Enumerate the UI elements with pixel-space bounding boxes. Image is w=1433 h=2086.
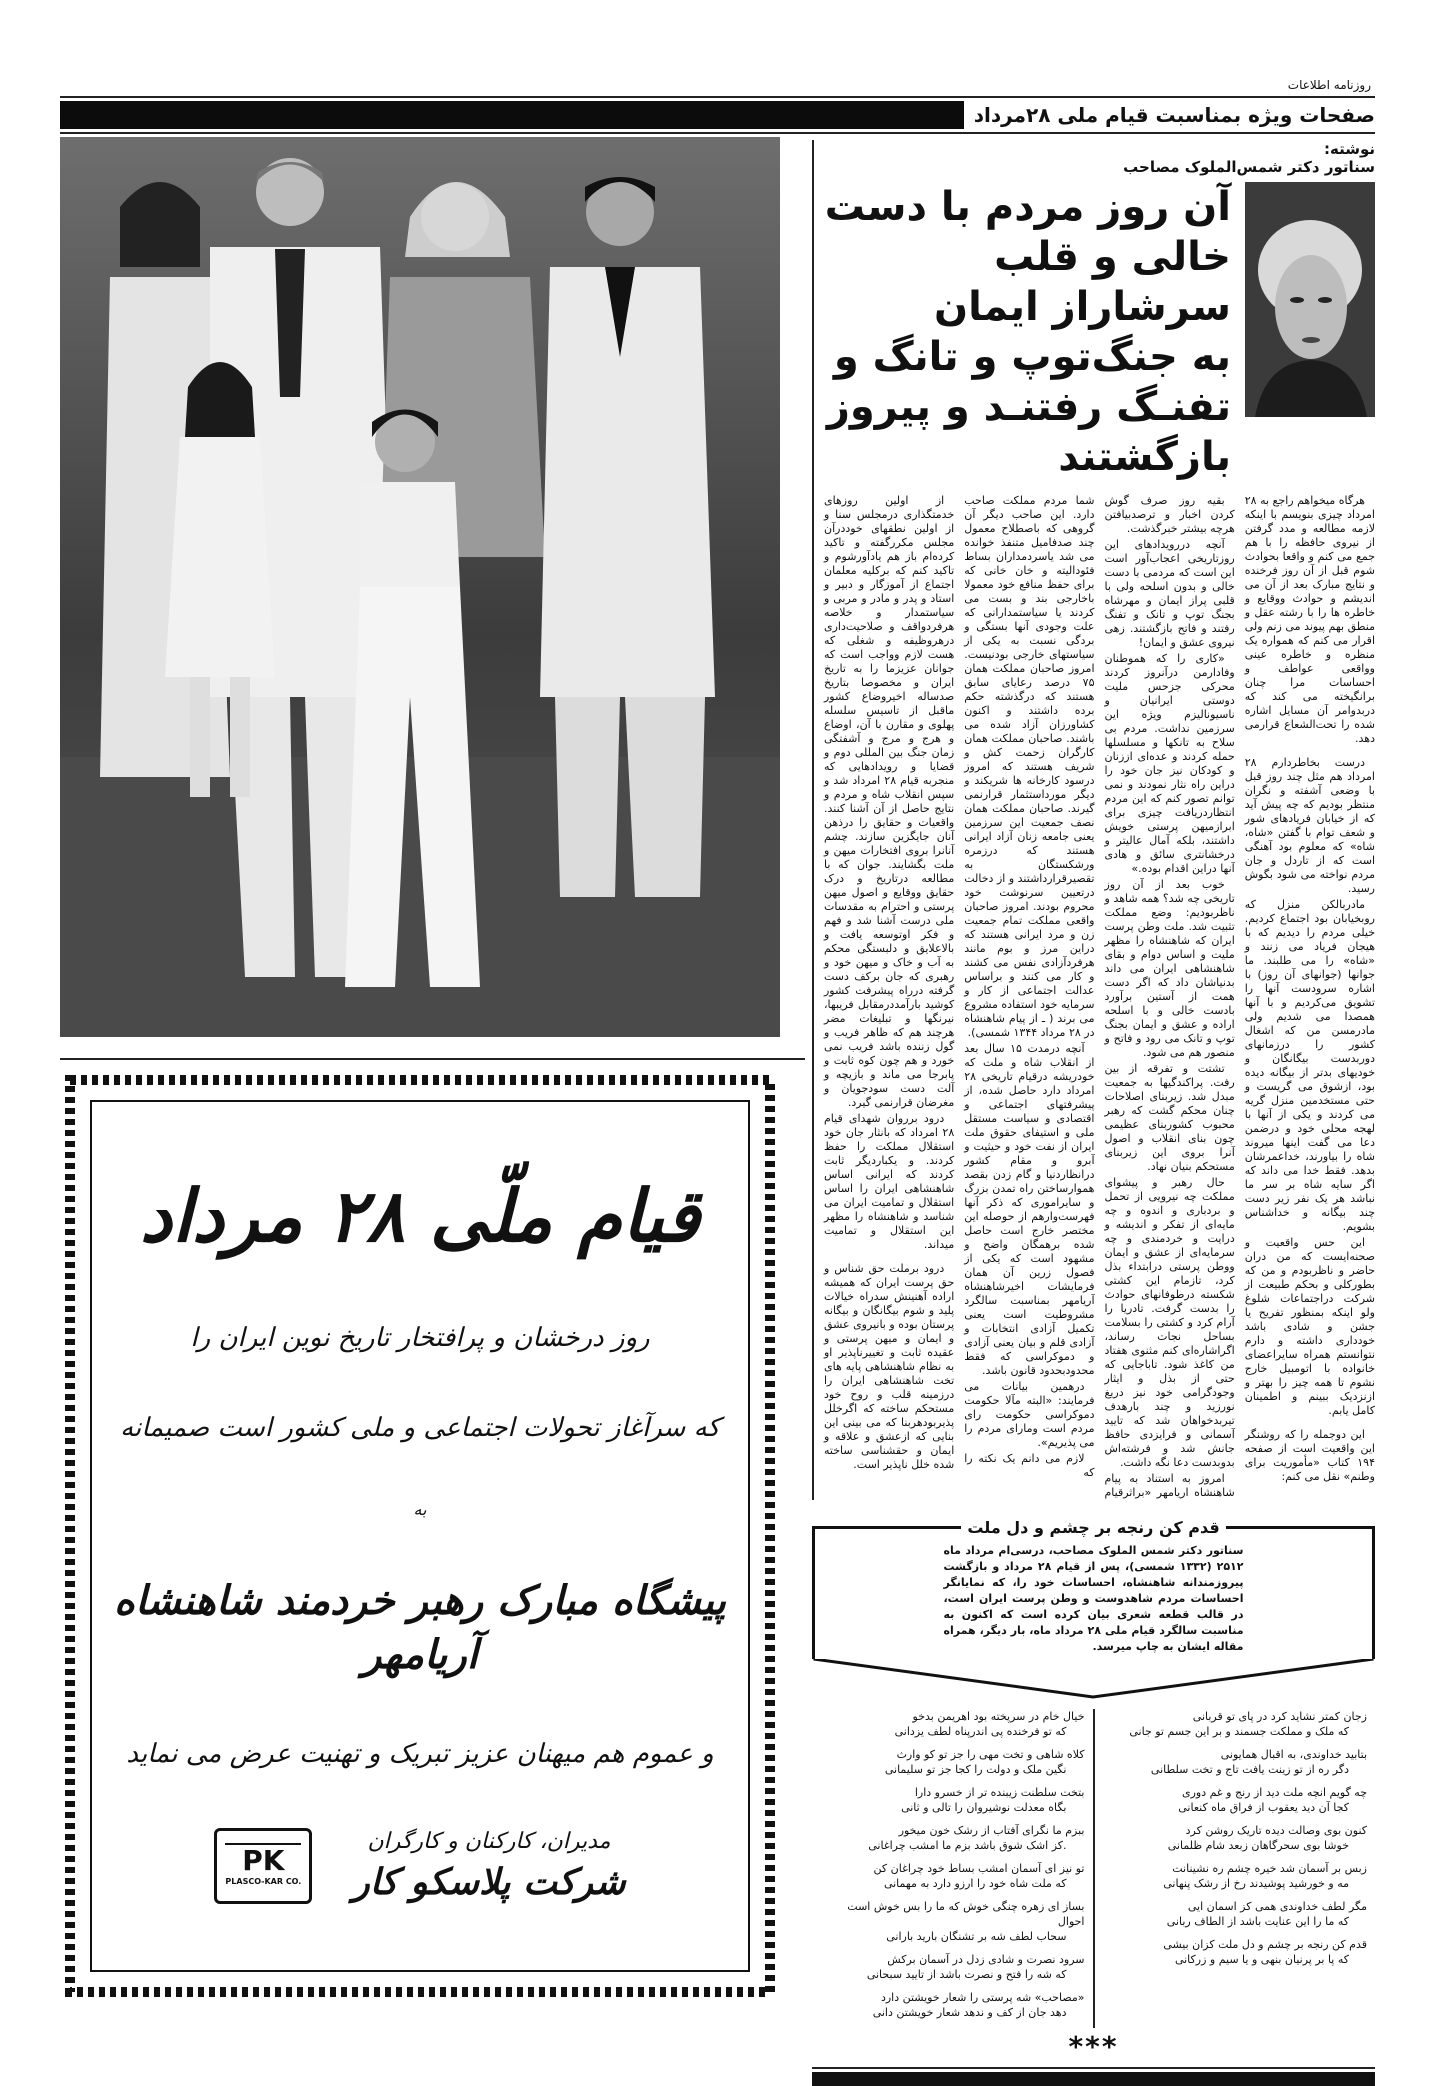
ad-connector: به <box>413 1500 427 1519</box>
plasco-kar-logo <box>214 1828 312 1904</box>
author-portrait <box>1245 182 1375 417</box>
article-head <box>824 182 1375 482</box>
ad-company-name: شرکت پلاسکو کار <box>352 1861 626 1903</box>
byline <box>824 140 1375 176</box>
footer-black-bar <box>812 2072 1375 2086</box>
poem-couplet <box>820 1747 1085 1777</box>
verse-line: که شه را فتح و نصرت باشد از تایید سبحانی <box>866 1968 1067 1981</box>
verse-line: کجا آن دید یعقوب از فراق ماه کنعانی <box>1178 1801 1349 1814</box>
byline-author: سناتور دکتر شمس‌الملوک مصاحب <box>1123 158 1375 176</box>
ad-signature-block <box>352 1826 625 1906</box>
poem-couplet <box>820 1952 1085 1982</box>
poem-couplet <box>820 1709 1085 1739</box>
verse-line: نگین ملک و دولت را کجا جز تو سلیمانی <box>884 1763 1067 1776</box>
verse-line: سحاب لطف شه بر تشنگان بارید بارانی <box>886 1930 1067 1943</box>
ad-line: و عموم هم میهنان عزیز تبریک و تهنیت عرض می نماید <box>126 1739 714 1769</box>
paragraph: درهمین بیانات می فرمایند: «البته مآلا حکومت دموکراسی حکومت رای مردم است ومارای مردم را می پذیریم». <box>964 1380 1095 1449</box>
verse-line: تو نیز ای آسمان امشب بساط خود چراغان کن <box>873 1862 1085 1875</box>
right-section <box>812 140 1375 2086</box>
verse-line: بگاه معدلت نوشیروان را تالی و ثانی <box>901 1801 1067 1814</box>
article-column-1 <box>1245 494 1375 1484</box>
poem-couplet <box>1103 1747 1368 1777</box>
ad-line: روز درخشان و پرافتخار تاریخ نوین ایران را <box>190 1323 650 1353</box>
verse-line: خیال خام در سرپخته بود اهریمن بدخو <box>912 1710 1085 1723</box>
newspaper-name: روزنامه اطلاعات <box>1287 78 1371 92</box>
paragraph: درود برروان شهدای قیام ۲۸ امرداد که بانثار جان خود استقلال مملکت را حفظ کردند. و یکباردیگر ثابت کردند که ایرانی اساس شاهنشاهی ایران را اساس استقلال و تمامیت ایران می شناسد و شاهنشاه را مظهر این استقلال و تمامیت میداند. <box>824 1112 955 1251</box>
section-title: صفحات ویژه بمناسبت قیام ملی ۲۸مرداد <box>973 103 1375 127</box>
paragraph: آنچه دررویدادهای این روزتاریخی اعجاب‌آور است این است که مردمی با دست خالی و بدون اسلحه ولی با قلبی پراز ایمان و مهرشاه بجنگ توپ و تانک و تفنگ رفتند و فاتح بازگشتند. زهی نیروی عشق و ایمان! <box>1104 538 1235 649</box>
verse-line: ببزم ما نگرای آفتاب از رشک خون میخور <box>898 1824 1085 1837</box>
logo-caption: PLASCO-KAR CO. <box>225 1877 302 1886</box>
verse-line: زجان کمتر نشاید کرد در پای تو قربانی <box>1192 1710 1367 1723</box>
verse-line: که ملک و مملکت جسمند و بر این جسم تو جانی <box>1129 1725 1349 1738</box>
headline <box>824 182 1231 482</box>
poem-couplet <box>1103 1937 1368 1967</box>
verse-line: مه و خورشید پوشیدند رخ از رشک پنهانی <box>1163 1877 1349 1890</box>
poem-couplet <box>820 1823 1085 1853</box>
verse-line: سرود نصرت و شادی زدل در آسمان برکش <box>887 1953 1085 1966</box>
verse-line: چه گویم انچه ملت دید از رنج و غم دوری <box>1181 1786 1367 1799</box>
ad-line-emphasis: پیشگاه مبارک رهبر خردمند شاهنشاه آریامهر <box>114 1577 726 1678</box>
poem-right-column <box>1093 1709 1376 2028</box>
paragraph: این حس واقعیت و صحنه‌ایست که من دران حاضر و ناظربودم و من که بطورکلی و بحکم طبیعت از شرکت دراجتماعات شلوغ ولو اینکه بمنظور تفریح یا جشن و شادی باشد خودداری داشته و دارم نتوانستم همراه سایراعضای خانواده با اتومبیل خارج نشوم تا همه چیز را بهتر و ازنزدیک ببینم و اطمینان کامل یابم. <box>1244 1236 1375 1417</box>
headline-line: تفنـگ رفتنـد و پیروز <box>826 384 1231 430</box>
poem-couplet <box>1103 1709 1368 1739</box>
box-chevron <box>812 1659 1375 1699</box>
poem-couplet <box>820 1861 1085 1891</box>
verse-line: که تو فرخنده پی اندرپناه لطف یزدانی <box>894 1725 1067 1738</box>
poem <box>812 1709 1375 2028</box>
verse-line: خوشا بوی سحرگاهان زبعد شام ظلمانی <box>1167 1839 1349 1852</box>
poem-left-column <box>812 1709 1093 2028</box>
paragraph: درست بخاطردارم ۲۸ امرداد هم مثل چند روز قبل با وضعی آشفته و نگران منتظر بودیم که چه پیش آید که از خیابان فریادهای شور و شعف توام با گفتن «شاه، شاه» که معلوم بود آهنگی است که از تاردل و جان مردم نواخته می شود بگوش رسید. <box>1244 756 1375 895</box>
ad-signature-row <box>214 1826 625 1906</box>
verse-line: بتابید خداوندی، به اقبال همایونی <box>1220 1748 1367 1761</box>
paragraph: از اولین روزهای خدمتگذاری درمجلس سنا و از اولین نطقهای خوددرآن مجلس مکررگفته و تاکید کرده‌ام باز هم یادآورشوم و تاکید کنم که برکلیه معلمان اجتماع از آموزگار و دبیر و استاد و پدر و مادر و مربی و سیاستمدار و خلاصه هرفردواقف و صلاحیت‌داری درهروظیفه و شغلی که هست لازم وواجب است که جوانان عزیزما را به تاریخ ایران و مخصوصا بتاریخ صدساله اخیروضاع کشور ماقبل از تاسیس سلسله پهلوی و مقارن با آن، اوضاع و هرج و مرج و آشفتگی زمان جنگ بین المللی دوم و قضایا و رویدادهایی که منجربه قیام ۲۸ امرداد شد و سپس انقلاب شاه و مردم و نتایج حاصل از آن آشنا کنند. واقعیات و حقایق را درذهن آنان جایگزین سازند. چشم آنانرا بروی افتخارات میهن و ملت بگشایند. جوان که با مطالعه درتاریخ و درک حقایق ووقایع و اصول میهن پرستی و احترام به مقدسات ملی درست آشنا شد و فهم و فکر اوتوسعه یافت و بالاعلایق و دلبستگی محکم به آب و خاک و میهن خود و رهبری که جان برکف دست گرفته درراه پیشرفت کشور کوشید بارآمددرمقابل فریبها، نیرنگها و تبلیغات مضر هرچند هم که ظاهر فریب و گول زننده باشد فریب نمی خورد و هم چون کوه ثابت و پابرجا می ماند و بازیچه و آلت دست سودجویان و مغرضان قرارنمی گیرد. <box>824 494 955 1109</box>
article <box>812 140 1375 1500</box>
verse-line: بساز ای زهره چنگی خوش که ما را بس خوش است احوال <box>847 1900 1085 1928</box>
verse-line: کنون بوی وصالت دیده تاریک روشن کرد <box>1185 1824 1367 1837</box>
article-body <box>824 494 1375 1500</box>
poem-couplet <box>1103 1899 1368 1929</box>
paragraph: آنچه درمدت ۱۵ سال بعد از انقلاب شاه و ملت که خودریشه درقیام تاریخی ۲۸ امرداد دارد حاصل شده، از پیشرفتهای اجتماعی و اقتصادی و سیاست مستقل ملی و استیفای حقوق ملت ایران از نفت خود و حیثیت و آبرو و مقام کشور درانظاردنیا و گام زدن بقصد هموارساختن راه تمدن بزرگ و سایراموری که ذکر آنها فهرست‌وارهم از حوصله این مختصر خارج است حاصل شده برهمگان واضح و مشهود است که یکی از فصول زرین آن همان فرمایشات اخیرشاهنشاه آریامهر بمناسبت سالگرد مشروطیت است یعنی تکمیل آزادی انتخابات و آزادی قلم و بیان یعنی آزادی و دموکراسی که فقط محدودبحدود قانون باشد. <box>964 1042 1095 1377</box>
family-photograph <box>60 137 780 1037</box>
congratulatory-advertisement <box>62 1072 778 2000</box>
poem-intro-text: سناتور دکتر شمس الملوک مصاحب، درسی‌ام مرداد ماه ۲۵۱۲ (۱۳۳۲ شمسی)، پس از قیام ۲۸ مرداد و بازگشت پیروزمندانه شاهنشاه، احساسات خود را، که نمایانگر احساسات مردم شاهدوست و وطن پرست ایران است، در قالب قطعه شعری بیان کرده است که اکنون به مناسبت سالگرد قیام ملی ۲۸ مرداد ماه، بار دیگر، همراه مقاله ایشان به چاپ میرسد. <box>943 1544 1244 1653</box>
paragraph: این دوجمله را که روشنگر این واقعیت است از صفحه ۱۹۴ کتاب «مأموریت برای وطنم» نقل می کنم: <box>1244 1428 1375 1483</box>
paragraph: تشتت و تفرقه از بین رفت. پراکندگیها به جمعیت مبدل شد. زیربنای اصلاحات چنان محکم گشت که رهبر محبوب کشوربنای عظیمی چون بنای انقلاب و اصول آنرا بروی این زیربنای مستحکم بنیان نهاد. <box>1104 1062 1235 1173</box>
poem-box-title: قدم کن رنجه بر چشم و دل ملت <box>967 1518 1220 1537</box>
article-column-2 <box>1105 494 1235 1470</box>
verse-line: قدم کن رنجه بر چشم و دل ملت کزان بیشی <box>1163 1938 1367 1951</box>
verse-line: که پا بر پرنیان بنهی و یا سیم و زرکانی <box>1174 1953 1349 1966</box>
verse-line: مگر لطف خداوندی همی کز اسمان ایی <box>1187 1900 1367 1913</box>
verse-line: زبس بر آسمان شد خیره چشم ره نشینانت <box>1172 1862 1367 1875</box>
poem-couplet <box>820 1990 1085 2020</box>
verse-line: دهد جان از کف و ندهد شعار خویشتن دانی <box>872 2006 1067 2019</box>
section-rule <box>60 1058 805 1060</box>
ad-title: قیام ملّی ۲۸ مرداد <box>139 1173 701 1258</box>
paragraph: خوب بعد از آن روز تاریخی چه شد؟ همه شاهد و ناظربودیم: وضع مملکت تثبیت شد. ملت وطن پرست ایران که شاهنشاه را مظهر ملیت و اساس دوام و بقای شاهنشاهی ایران می داند بدنیاشان داد که اگر دست همت از آستین برآورد بادست خالی و با اسلحه اراده و عشق و ایمان بجنگ توپ و تانک می رود و فاتح و منصور هم می شود. <box>1104 878 1235 1059</box>
verse-line: .کز اشک شوق باشد بزم ما امشب چراغانی <box>868 1839 1067 1852</box>
poem-couplet <box>1103 1861 1368 1891</box>
poem-couplet <box>820 1785 1085 1815</box>
section-header <box>60 96 1375 134</box>
headline-line: به جنگ‌توپ و تانگ و <box>833 334 1231 380</box>
poem-intro-box <box>812 1518 1375 1699</box>
ad-signature: مدیران، کارکنان و کارگران <box>367 1829 611 1854</box>
poem-couplet <box>1103 1823 1368 1853</box>
poem-couplet <box>1103 1785 1368 1815</box>
headline-line: بازگشتند <box>1058 434 1231 480</box>
paragraph: امروز به استناد به پیام شاهنشاه اریامهر «براثرقیام شما مردم مملکت صاحب دارد. این صاحب دیگر آن گروهی که باصطلاح معمول چند صدفامیل متنفذ خوانده می شد یاسردمداران بساط فئودالیته و خان خانی که برای حفظ منافع خود معمولا باخارجی بند و بست می کردند یا سیاستمدارانی که علت وجودی آنها بستگی و بردگی نسبت به یکی از سیاستهای خارجی بودنیست. امروز صاحبان مملکت همان ۷۵ درصد رعایای سابق هستند که درگذشته حکم برده داشتند و اکنون کشاورزان آزاد شده می باشند. صاحبان مملکت همان کارگران زحمت کش و شریف هستند که امروز درسود کارخانه ها شریکند و دیگر مورداستثمار قرارنمی گیرند. صاحبان مملکت همان نصف جمعیت این سرزمین یعنی جامعه زنان آزاد ایرانی هستند که درزمره ورشکستگان به تقصیرقرارداشتند و از دخالت درتعیین سرنوشت خود محروم بودند. امروز صاحبان واقعی مملکت تمام جمعیت زن و مرد ایرانی هستند که دراین مرز و بوم مانند هرفردآزادی نفس می کشند و کار می کنند و براساس عدالت اجتماعی از کار و سرمایه خود استفاده مشروع می برند ( ـ از پیام شاهنشاه در ۲۸ مرداد ۱۳۴۴ شمسی). <box>964 494 1235 1499</box>
byline-label: نوشته: <box>1323 140 1375 158</box>
verse-line: دگر ره از تو زینت یافت تاج و تخت سلطانی <box>1150 1763 1349 1776</box>
verse-line: که ملت شاه خود را ارزو دارد به مهمانی <box>883 1877 1067 1890</box>
ad-frame <box>90 1100 750 1972</box>
verse-line: بتخت سلطنت زیبنده تر از خسرو دارا <box>914 1786 1085 1799</box>
header-black-bar <box>60 101 964 129</box>
ad-line: که سرآغاز تحولات اجتماعی و ملی کشور است صمیمانه <box>120 1413 720 1443</box>
paragraph: بقیه روز صرف گوش کردن اخبار و ترصدبیافتن هرچه بیشتر خبرگذشت. <box>1104 494 1235 535</box>
paragraph: لازم می دانم یک نکته را که <box>964 1452 1095 1479</box>
verse-line: «مصاحب» شه پرستی را شعار خویشتن دارد <box>880 1991 1085 2004</box>
paragraph: درود برملت حق شناس و حق پرست ایران که همیشه اراده آهنینش سدراه خیالات پلید و شوم بیگانگان و بیگانه پرستان بوده و بانیروی عشق و ایمان و میهن پرستی و عقیده ثابت و تغییرناپذیر او به نظام شاهنشاهی پایه های تخت شاهنشاهی ایران را درزمینه قلب و روح خود مستحکم ساخته که اگرخلل پذیربودهربنا که می بینی این بنایی که ازعشق و علاقه و ایمان و حقشناسی ساخته شده خلل ناپذیر است. <box>824 1262 955 1471</box>
headline-line: خالی و قلب سرشاراز ایمان <box>934 234 1231 330</box>
section-rule <box>812 2067 1375 2069</box>
logo-letters: PK <box>242 1844 285 1877</box>
headline-line: آن روز مردم با دست <box>824 184 1231 230</box>
paragraph: هرگاه میخواهم راجع به ۲۸ امرداد چیزی بنویسم با اینکه لازمه مطالعه و مدد گرفتن از نیروی حافظه را با هم جمع می کنم و واقعا بحوادث شوم قبل از آن روز فرخنده و نتایج مبارک بعد از آن می اندیشم و حوادث ووقایع و خاطره ها را با رشته عقل و منطق بهم پیوند می زنم ولی اقرار می کنم که همواره یک منظره و خاطره عینی وواقعی عواطف و احساسات مرا چنان برانگیخته می کند که دربدوامر آن مسایل اشاره شده را تحت‌الشعاع قرارمی دهد. <box>1244 494 1375 745</box>
paragraph: حال رهبر و پیشوای مملکت چه نیرویی از تحمل و بردباری و اندوه و چه مایه‌ای از تفکر و اندیشه و درایت و خردمندی و چه سرمایه‌ای از عشق و ایمان ووطن پرستی درابتداء بذل کرد، تازمام این کشتی شکسته درطوفانهای حوادث را بدست گرفت. تادریا را آرام کرد و کشتی را بسلامت بساحل نجات رساند، اگراشاره‌ای کنم مثنوی هفتاد من کاغذ شود. تاباجایی که حتی از بذل و ایثار وجودگرامی خود نیز دریغ نورزید و چند بارهدف تیربدخواهان شد که تایید آسمانی و فرایزدی حافظ جانش شد و فرشته‌اش بدوبدست دعا نگه داشت. <box>1104 1176 1235 1469</box>
paragraph: مادربالکن منزل که روبخیابان بود اجتماع کردیم. خیلی مردم را دیدیم که با هیجان فریاد می زنند و «شاه» را می طلبند. ما جوانها (جوانهای آن روز) با اشاره سرودست آنها را تشویق می‌کردیم و با آنها همصدا می شدیم ولی مادرمسن من که اشغال کشور را درزمانهای دوربدست بیگانگان و خودیهای بدتر از بیگانه دیده بود، ازشوق می گریست و حتی مستخدمین منزل گریه می کردند و یکی از آنها با لهجه محلی خود و درضمن دعا می گفت اینها میروند شاه را بیاورند، خداعمرشان بدهد. فقط خدا می داند که اگر سایه شاه بر سر ما نباشد هر یک نفر زیر دست چند بیگانه و خداشناس بشویم. <box>1244 898 1375 1233</box>
section-end-mark: *** <box>1068 2030 1119 2063</box>
verse-line: کلاه شاهی و تخت مهی را جز تو کو وارث <box>896 1748 1085 1761</box>
paragraph: «کاری را که هموطنان وفادارمن درآنروز کردند محرکی جزحس ملیت دوستی ایرانیان و ناسیونالیزم ویژه این سرزمین نداشت. مردم بی سلاح به تانکها و مسلسلها حمله کردند و عده‌ای اززنان و کودکان نیز جان خود را دراین راه نثار نمودند و نمی توانم تصور کنم که این مردم انتظاردریافت چیزی برای ابرازمیهن پرستی خویش داشتند، بلکه آمال عالیتر و درخشانتری سائق و هادی آنها دراین اقدام بوده.» <box>1104 652 1235 875</box>
article-column-4 <box>824 494 954 1472</box>
poem-box-frame <box>812 1518 1375 1659</box>
verse-line: که ما را این عنایت باشد از الطاف ربانی <box>1166 1915 1349 1928</box>
poem-couplet <box>820 1899 1085 1944</box>
